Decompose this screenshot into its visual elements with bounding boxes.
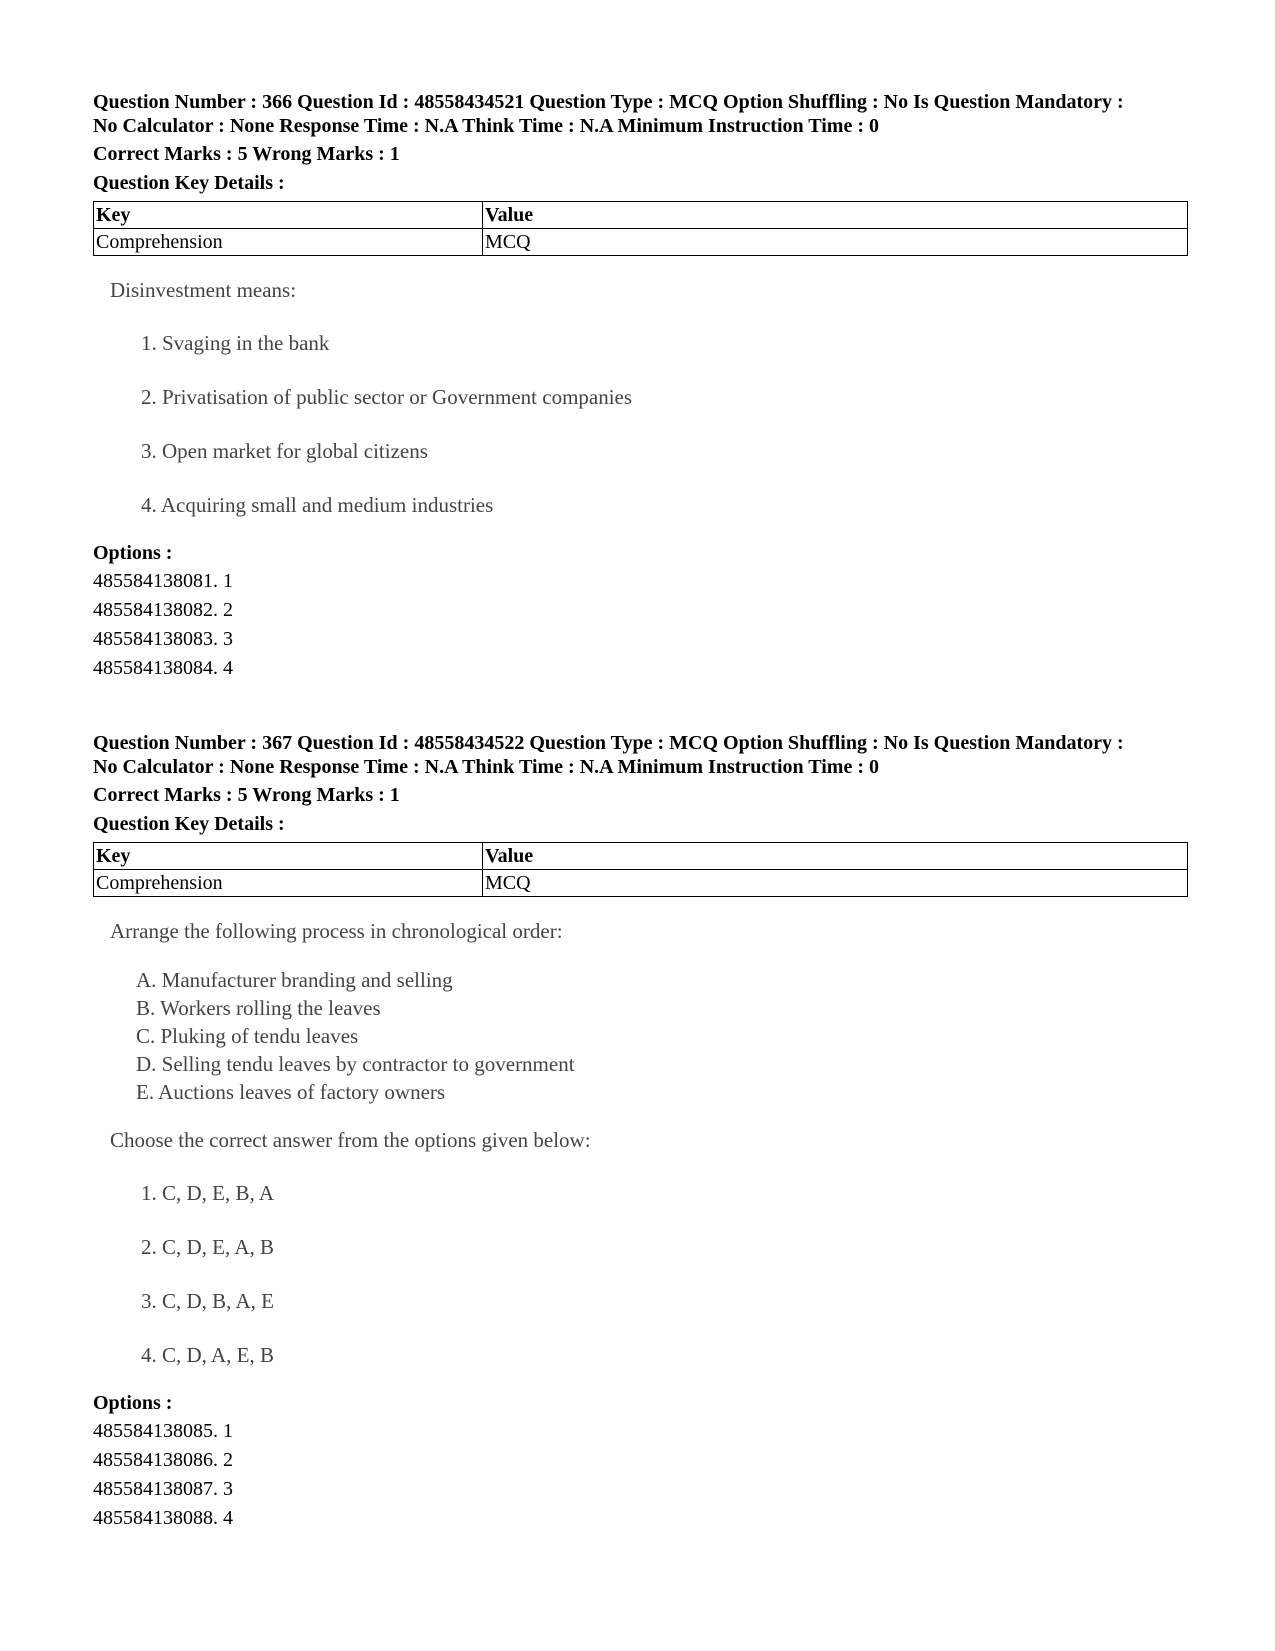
choice-list xyxy=(141,1180,1188,1369)
option-item: 485584138082. 2 xyxy=(93,599,233,621)
choice-item: 4. C, D, A, E, B xyxy=(141,1343,275,1367)
options-heading: Options : xyxy=(93,1392,173,1414)
statement-item: E. Auctions leaves of factory owners xyxy=(136,1080,446,1104)
key-details-heading: Question Key Details : xyxy=(93,813,285,835)
question-block-366 xyxy=(93,90,1188,683)
table-header-key: Key xyxy=(94,202,483,229)
key-details-heading: Question Key Details : xyxy=(93,172,285,194)
choice-item: 1. C, D, E, B, A xyxy=(141,1181,275,1205)
question-marks: Correct Marks : 5 Wrong Marks : 1 xyxy=(93,143,400,165)
option-item: 485584138084. 4 xyxy=(93,657,233,679)
table-cell-key: Comprehension xyxy=(94,870,483,897)
table-header-row xyxy=(94,202,1188,229)
option-item: 485584138086. 2 xyxy=(93,1449,233,1471)
question-content xyxy=(93,919,1188,1369)
options-heading: Options : xyxy=(93,542,173,564)
question-stem: Disinvestment means: xyxy=(110,278,297,302)
statement-item: B. Workers rolling the leaves xyxy=(136,996,381,1020)
question-meta-line-1: Question Number : 367 Question Id : 48558434522 Question Type : MCQ Option Shuffling : No Is Question Mandatory : xyxy=(93,732,1124,754)
question-stem: Arrange the following process in chronological order: xyxy=(110,919,563,943)
table-row xyxy=(94,229,1188,256)
choice-item: 2. Privatisation of public sector or Government companies xyxy=(141,385,633,409)
choice-item: 2. C, D, E, A, B xyxy=(141,1235,275,1259)
option-item: 485584138085. 1 xyxy=(93,1420,233,1442)
choice-item: 4. Acquiring small and medium industries xyxy=(141,493,494,517)
statement-item: D. Selling tendu leaves by contractor to government xyxy=(136,1052,575,1076)
table-row xyxy=(94,870,1188,897)
question-meta-line-1: Question Number : 366 Question Id : 48558434521 Question Type : MCQ Option Shuffling : No Is Question Mandatory : xyxy=(93,91,1124,113)
table-cell-value: MCQ xyxy=(483,870,1188,897)
option-item: 485584138083. 3 xyxy=(93,628,233,650)
statement-item: A. Manufacturer branding and selling xyxy=(136,968,453,992)
question-block-367 xyxy=(93,731,1188,1533)
question-meta-line-2: No Calculator : None Response Time : N.A Think Time : N.A Minimum Instruction Time : 0 xyxy=(93,115,879,137)
choice-item: 3. C, D, B, A, E xyxy=(141,1289,275,1313)
table-header-row xyxy=(94,843,1188,870)
key-details-table xyxy=(93,842,1188,897)
option-item: 485584138081. 1 xyxy=(93,570,233,592)
table-cell-key: Comprehension xyxy=(94,229,483,256)
question-instruction: Choose the correct answer from the options given below: xyxy=(110,1128,591,1152)
option-item: 485584138087. 3 xyxy=(93,1478,233,1500)
statement-list xyxy=(136,966,1188,1106)
option-item: 485584138088. 4 xyxy=(93,1507,233,1529)
choice-list xyxy=(141,330,1188,519)
choice-item: 3. Open market for global citizens xyxy=(141,439,428,463)
table-cell-value: MCQ xyxy=(483,229,1188,256)
choice-item: 1. Svaging in the bank xyxy=(141,331,330,355)
table-header-key: Key xyxy=(94,843,483,870)
key-details-table xyxy=(93,201,1188,256)
question-meta-line-2: No Calculator : None Response Time : N.A Think Time : N.A Minimum Instruction Time : 0 xyxy=(93,756,879,778)
question-content xyxy=(93,278,1188,519)
question-marks: Correct Marks : 5 Wrong Marks : 1 xyxy=(93,784,400,806)
table-header-value: Value xyxy=(483,202,1188,229)
table-header-value: Value xyxy=(483,843,1188,870)
statement-item: C. Pluking of tendu leaves xyxy=(136,1024,359,1048)
